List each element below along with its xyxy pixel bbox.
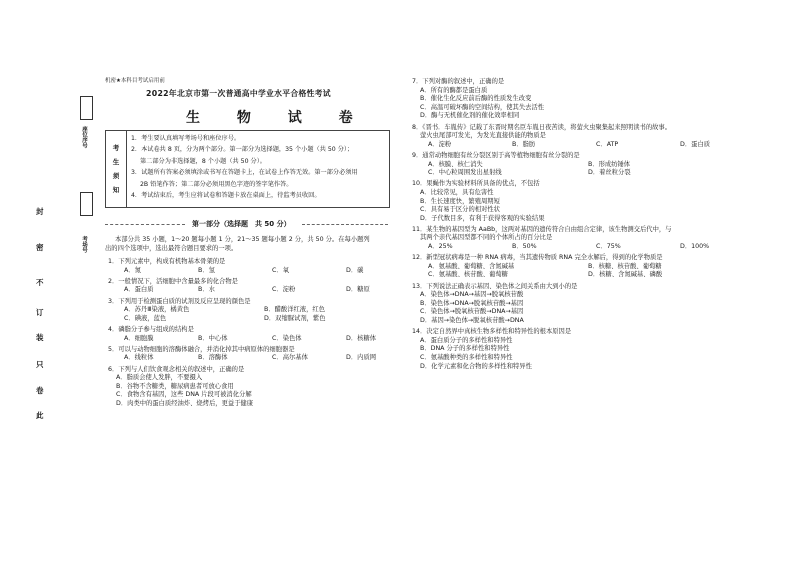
notice-item: 1．考生要认真填写考场号和座位序号。 [131,135,241,142]
binding-char: 密 [36,243,44,252]
notice-item: 2B 铅笔作答；第二部分必须用黑色字迹的签字笔作答。 [140,180,293,188]
part1-heading: 第一部分（选择题 共 50 分） [192,220,291,228]
option-d[interactable]: D．核糖体 [346,334,377,342]
option-d[interactable]: D．糖原 [346,286,370,294]
question-6 [108,366,393,409]
notice-item: 第二部分为非选择题，8 个小题（共 50 分）。 [140,157,266,165]
option-b[interactable]: B．氢 [198,266,215,274]
question-column-right [412,78,742,374]
question-stem: 10．果蝇作为实验材料所具备的优点，不包括 [412,180,540,188]
option-b[interactable]: B．溶酶体 [198,354,228,362]
question-stem: 1．下列元素中，构成有机物基本骨架的是 [108,258,226,265]
option-d[interactable]: D．酶与无机催化剂的催化效率相同 [420,112,520,120]
option-a[interactable]: A．蛋白质 [124,286,154,294]
binding-char: 卷 [36,386,44,395]
question-stem-cont: 萤火虫尾部可发光，为发光直接供能的物质是 [420,132,546,140]
notice-item: 3．试题所有答案必须填涂或书写在答题卡上，在试卷上作答无效。第一部分必须用 [131,169,358,177]
option-a[interactable]: A．核膜、核仁消失 [428,160,483,168]
question-stem: 12．新型冠状病毒是一种 RNA 病毒，当其遗传物质 RNA 完全水解后，得到的化学物质是 [412,254,663,262]
binding-char: 订 [36,308,44,317]
option-b[interactable]: B．醋酸洋红液，红色 [264,306,325,314]
exam-room-label: 考场号 [81,236,87,253]
option-c[interactable]: C．碘液，蓝色 [124,314,167,322]
option-c[interactable]: C．具有易于区分的相对性状 [420,206,500,214]
option-c[interactable]: C．染色体→脱氧核苷酸→DNA→基因 [420,308,524,316]
question-column-left [108,258,393,411]
confidential-mark: 机密★本科目考试启用前 [105,78,165,84]
binding-char: 封 [36,207,44,216]
question-8 [412,124,742,150]
question-stem-cont: 其两个亲代基因型都不同的个体所占的百分比是 [420,234,553,242]
question-stem: 9．通常动物细胞有丝分裂区别于高等植物细胞有丝分裂的是 [412,151,580,159]
option-a[interactable]: A．蛋白质分子的多样性和特异性 [420,336,513,344]
option-a[interactable]: A．氮 [124,266,141,274]
option-d[interactable]: D．核糖、含氮碱基、磷酸 [588,271,663,279]
option-d[interactable]: D．蛋白质 [680,140,711,148]
question-1 [108,258,393,275]
option-d[interactable]: D．内质网 [346,354,377,362]
question-stem: 14．决定自然界中真核生物多样性和特异性的根本原因是 [412,328,572,336]
option-b[interactable]: B．脂肪 [512,140,536,148]
question-13 [412,283,742,326]
question-12 [412,254,742,280]
option-b[interactable]: B．染色体→DNA→脱氧核苷酸→基因 [420,299,524,307]
option-c[interactable]: C．高尔基体 [272,354,308,362]
divider-right [302,224,388,225]
question-stem: 8．《晋书．车胤传》记载了东晋时期名臣车胤日夜苦读，将萤火虫聚集起来照明读书的故事。 [412,123,672,131]
option-b[interactable]: B．生长速度快，繁殖周期短 [420,197,500,205]
question-14 [412,328,742,371]
question-11 [412,226,742,252]
option-d[interactable]: D．基因→染色体→脱氧核苷酸→DNA [420,317,524,324]
option-a[interactable]: A．细胞膜 [124,334,154,342]
question-9 [412,152,742,178]
option-d[interactable]: D．子代数目多，有利于获得客观的实验结果 [420,214,545,222]
question-stem: 5．可以与动物细胞的溶酶体融合，并消化掉其中病原体的细胞器是 [108,345,295,353]
option-d[interactable]: D．化学元素和化合物的多样性和特异性 [420,362,532,370]
option-b[interactable]: B．50% [512,243,537,251]
question-stem: 4．磷脂分子参与组成的结构是 [108,325,194,333]
option-a[interactable]: A．所有的酶都是蛋白质 [420,86,488,94]
option-d[interactable]: D．碳 [346,266,364,274]
question-stem: 3．下列用于检测蛋白质的试剂及反应呈现的颜色是 [108,297,251,305]
option-c[interactable]: C．氨基酸种类的多样性和特异性 [420,353,513,361]
notice-label-char: 知 [112,186,120,194]
seat-number-box [80,96,93,120]
option-b[interactable]: B．中心体 [198,334,228,342]
seat-number-label: 座位序号 [81,126,87,148]
question-stem: 2．一般情况下，活细胞中含量最多的化合物是 [108,277,238,285]
option-b[interactable]: B．谷物不含糖类，糖尿病患者可放心食用 [116,382,234,390]
option-c[interactable]: C．氧 [272,266,289,274]
option-a[interactable]: A．线粒体 [124,354,154,362]
part1-intro-line: 出的四个选项中，选出最符合题目要求的一项。 [105,244,238,252]
option-d[interactable]: D．双缩脲试剂，紫色 [264,314,326,322]
notice-label-char: 生 [112,158,120,166]
option-b[interactable]: B．形成纺锤体 [588,160,631,168]
question-stem: 11．某生物的基因型为 AaBb，这两对基因的遗传符合自由组合定律，该生物测交后代中，与 [412,225,672,233]
option-c[interactable]: C．ATP [596,140,619,148]
option-a[interactable]: A．比较常见，具有危害性 [420,188,494,196]
option-d[interactable]: D．100% [680,243,710,251]
question-7 [412,78,742,121]
option-c[interactable]: C．氨基酸、核苷酸、葡萄糖 [428,271,508,279]
question-4 [108,326,393,343]
notice-label-char: 须 [112,172,120,180]
option-b[interactable]: B．催化生化反应前后酶的性质发生改变 [420,95,532,103]
question-2 [108,278,393,295]
binding-char: 此 [36,411,44,420]
binding-line-chars [36,206,48,420]
option-c[interactable]: C．染色体 [272,334,302,342]
question-stem: 6．下列与人们饮食观念相关的叙述中，正确的是 [108,365,245,373]
option-d[interactable]: D．着丝粒分裂 [588,169,631,177]
option-a[interactable]: A．25% [428,243,453,251]
option-a[interactable]: A．染色体→DNA→基因→脱氧核苷酸 [420,291,524,299]
question-5 [108,346,393,363]
option-a[interactable]: A．脂质会使人发胖，不要摄入 [116,374,203,382]
notice-label [106,131,127,207]
binding-char: 只 [36,360,44,369]
option-a[interactable]: A．氨基酸、葡萄糖、含氮碱基 [428,262,515,270]
question-stem: 7．下列对酶的叙述中，正确的是 [412,78,505,85]
notice-label-char: 考 [112,144,120,152]
option-c[interactable]: C．中心粒周围发出星射线 [428,169,502,177]
option-c[interactable]: C．高温可破坏酶的空间结构，使其失去活性 [420,103,545,111]
option-c[interactable]: C．淀粉 [272,286,296,294]
notice-item: 2．本试卷共 8 页，分为两个部分。第一部分为选择题，35 个小题（共 50 分）； [131,146,354,154]
option-c[interactable]: C．食物含有基因，这些 DNA 片段可被消化分解 [116,391,252,399]
question-stem: 13．下列说法正确表示基因、染色体之间关系由大到小的是 [412,282,578,290]
candidate-notice [105,130,390,208]
notice-item: 4．考试结束后，考生应将试卷和答题卡放在桌面上，待监考员收回。 [131,192,321,200]
divider-left [105,224,185,225]
subject-title: 生 物 试 卷 [186,110,369,126]
binding-char: 装 [36,333,44,342]
exam-title: 2022年北京市第一次普通高中学业水平合格性考试 [146,89,331,98]
option-b[interactable]: B．水 [198,286,215,294]
option-b[interactable]: B．DNA 分子的多样性和特异性 [420,345,510,353]
option-a[interactable]: A．苏丹Ⅲ染液，橘黄色 [124,306,190,314]
question-3 [108,298,393,324]
option-b[interactable]: B．核糖、核苷酸、葡萄糖 [588,262,662,270]
part1-intro-line: 本部分共 35 小题，1～20 题每小题 1 分，21～35 题每小题 2 分，共 50 分。在每小题列 [115,236,370,243]
part1-intro [105,236,370,253]
option-d[interactable]: D．肉类中的蛋白质经油炸、烧烤后，更益于健康 [116,399,254,407]
exam-room-box [80,192,93,216]
binding-char: 不 [36,278,44,287]
question-10 [412,180,742,223]
option-a[interactable]: A．淀粉 [428,140,452,148]
option-c[interactable]: C．75% [596,243,621,251]
